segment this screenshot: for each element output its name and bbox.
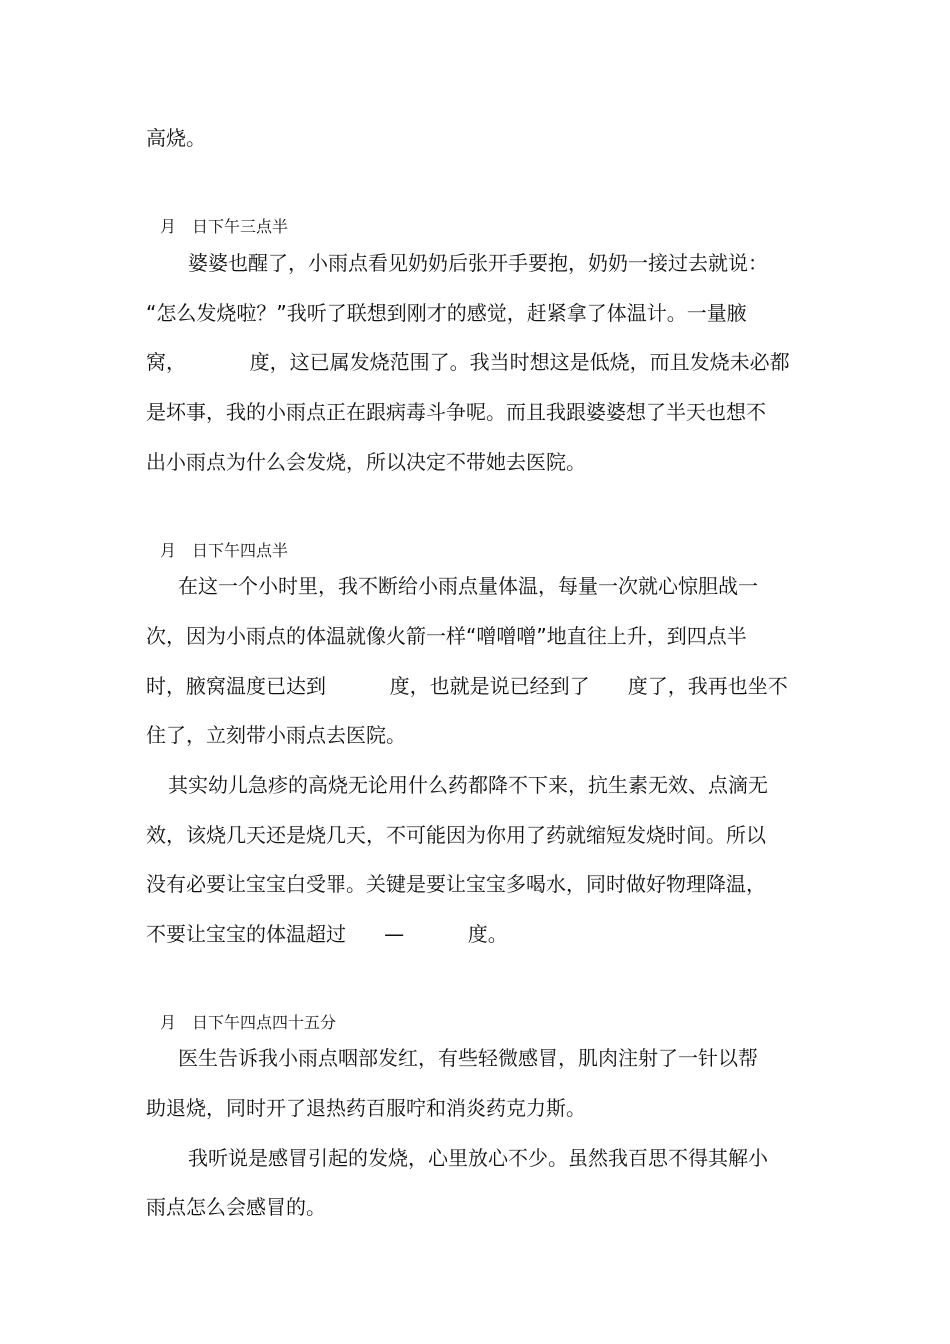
- paragraph-line: 我听说是感冒引起的发烧，心里放心不少。虽然我百思不得其解小: [188, 1146, 768, 1170]
- paragraph-line: 是坏事，我的小雨点正在跟病毒斗争呢。而且我跟婆婆想了半天也想不: [146, 400, 766, 424]
- paragraph-line: 不要让宝宝的体温超过 — 度。: [146, 922, 508, 946]
- paragraph-line: 没有必要让宝宝白受罪。关键是要让宝宝多喝水，同时做好物理降温，: [146, 872, 766, 896]
- paragraph-line: 住了，立刻带小雨点去医院。: [146, 723, 406, 747]
- paragraph-line: 助退烧，同时开了退热药百服咛和消炎药克力斯。: [146, 1096, 586, 1120]
- paragraph-line: 在这一个小时里，我不断给小雨点量体温，每量一次就心惊胆战一: [178, 574, 758, 598]
- paragraph-line: 医生告诉我小雨点咽部发红，有些轻微感冒，肌肉注射了一针以帮: [178, 1046, 758, 1070]
- paragraph-line: 时，腋窝温度已达到 度，也就是说已经到了 度了，我再也坐不: [146, 674, 788, 698]
- paragraph-line: “怎么发烧啦？”我听了联想到刚才的感觉，赶紧拿了体温计。一量腋: [146, 301, 747, 325]
- paragraph-line: 效，该烧几天还是烧几天，不可能因为你用了药就缩短发烧时间。所以: [146, 823, 766, 847]
- paragraph-line: 其实幼儿急疹的高烧无论用什么药都降不下来，抗生素无效、点滴无: [168, 773, 768, 797]
- entry-date-heading: 月 日下午四点四十五分: [160, 1013, 337, 1032]
- intro-line: 高烧。: [146, 126, 206, 150]
- entry-date-heading: 月 日下午四点半: [160, 541, 289, 560]
- paragraph-line: 雨点怎么会感冒的。: [146, 1195, 326, 1219]
- paragraph-line: 窝， 度，这已属发烧范围了。我当时想这是低烧，而且发烧未必都: [146, 350, 790, 374]
- paragraph-line: 婆婆也醒了，小雨点看见奶奶后张开手要抱，奶奶一接过去就说：: [188, 251, 768, 275]
- entry-date-heading: 月 日下午三点半: [160, 217, 289, 236]
- paragraph-line: 次，因为小雨点的体温就像火箭一样“噌噌噌”地直往上升，到四点半: [146, 624, 747, 648]
- paragraph-line: 出小雨点为什么会发烧，所以决定不带她去医院。: [146, 450, 586, 474]
